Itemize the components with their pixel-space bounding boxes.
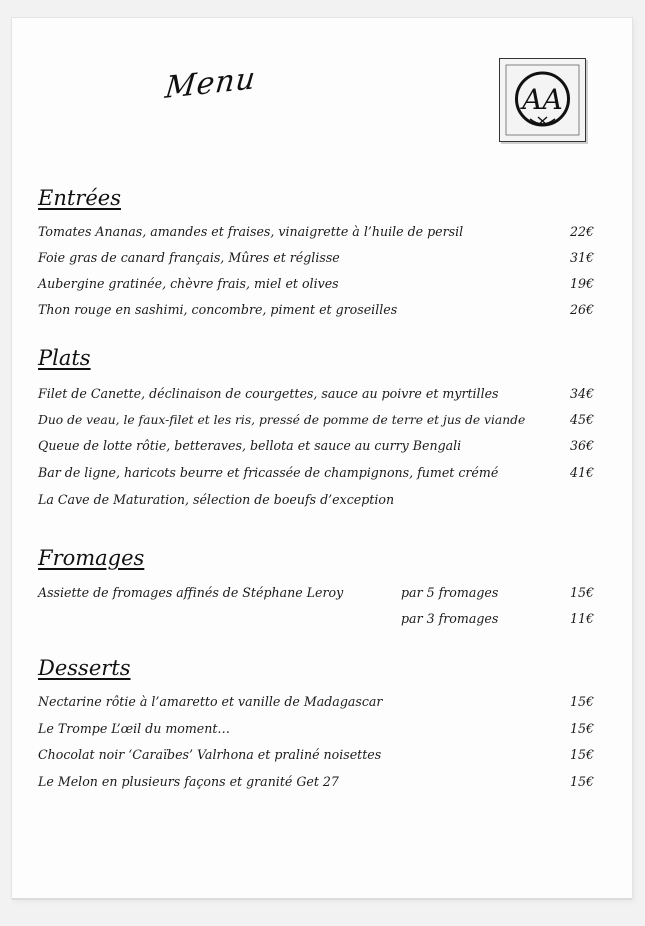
section-title-fromages: Fromages (38, 546, 145, 570)
dish-price: 22€ (569, 224, 594, 239)
menu-item (38, 772, 594, 792)
section-title-desserts: Desserts (38, 656, 131, 680)
dish-name: Bar de ligne, haricots beurre et fricassée de champignons, fumet crémé (38, 465, 499, 480)
menu-item (38, 300, 594, 320)
dish-price: 36€ (569, 438, 594, 453)
dish-name: Filet de Canette, déclinaison de courgettes, sauce au poivre et myrtilles (38, 386, 499, 401)
dish-variant: par 3 fromages (401, 611, 499, 626)
page-edge-shadow (12, 898, 632, 900)
dish-price: 15€ (569, 721, 594, 736)
menu-item (38, 745, 594, 765)
monogram-emblem-icon (500, 59, 585, 141)
dish-price: 15€ (569, 585, 594, 600)
menu-title: Menu (163, 60, 258, 107)
menu-item (38, 583, 594, 603)
menu-item (38, 436, 594, 456)
menu-item (38, 384, 594, 404)
dish-price: 19€ (569, 276, 594, 291)
dish-name: La Cave de Maturation, sélection de boeufs d’exception (38, 492, 395, 507)
menu-page (12, 18, 632, 898)
dish-price: 11€ (569, 611, 594, 626)
menu-item (38, 410, 594, 430)
dish-price: 34€ (569, 386, 594, 401)
dish-price: 45€ (569, 412, 594, 427)
dish-price: 26€ (569, 302, 594, 317)
menu-item (38, 609, 594, 629)
menu-item (38, 248, 594, 268)
logo-monogram: AA (522, 83, 563, 116)
menu-item (38, 222, 594, 242)
dish-price: 15€ (569, 747, 594, 762)
dish-price: 31€ (569, 250, 594, 265)
dish-name: Le Melon en plusieurs façons et granité Get 27 (38, 774, 339, 789)
dish-name: Tomates Ananas, amandes et fraises, vinaigrette à l’huile de persil (38, 224, 464, 239)
menu-item (38, 719, 594, 739)
section-title-entrees: Entrées (38, 186, 121, 210)
dish-name: Assiette de fromages affinés de Stéphane Leroy (38, 585, 344, 600)
section-title-plats: Plats (38, 346, 91, 370)
menu-item (38, 490, 594, 510)
restaurant-logo (499, 58, 586, 142)
dish-name: Le Trompe L’œil du moment… (38, 721, 230, 736)
menu-item (38, 463, 594, 483)
dish-price: 41€ (569, 465, 594, 480)
dish-name: Aubergine gratinée, chèvre frais, miel et olives (38, 276, 339, 291)
dish-price: 15€ (569, 694, 594, 709)
dish-name: Thon rouge en sashimi, concombre, piment et groseilles (38, 302, 398, 317)
dish-name: Nectarine rôtie à l’amaretto et vanille de Madagascar (38, 694, 383, 709)
dish-name: Duo de veau, le faux-filet et les ris, pressé de pomme de terre et jus de viande (38, 413, 526, 427)
dish-variant: par 5 fromages (401, 585, 499, 600)
dish-price: 15€ (569, 774, 594, 789)
dish-name: Chocolat noir ‘Caraïbes’ Valrhona et praliné noisettes (38, 747, 382, 762)
dish-name: Foie gras de canard français, Mûres et réglisse (38, 250, 340, 265)
menu-item (38, 274, 594, 294)
menu-item (38, 692, 594, 712)
dish-name: Queue de lotte rôtie, betteraves, bellota et sauce au curry Bengali (38, 438, 462, 453)
